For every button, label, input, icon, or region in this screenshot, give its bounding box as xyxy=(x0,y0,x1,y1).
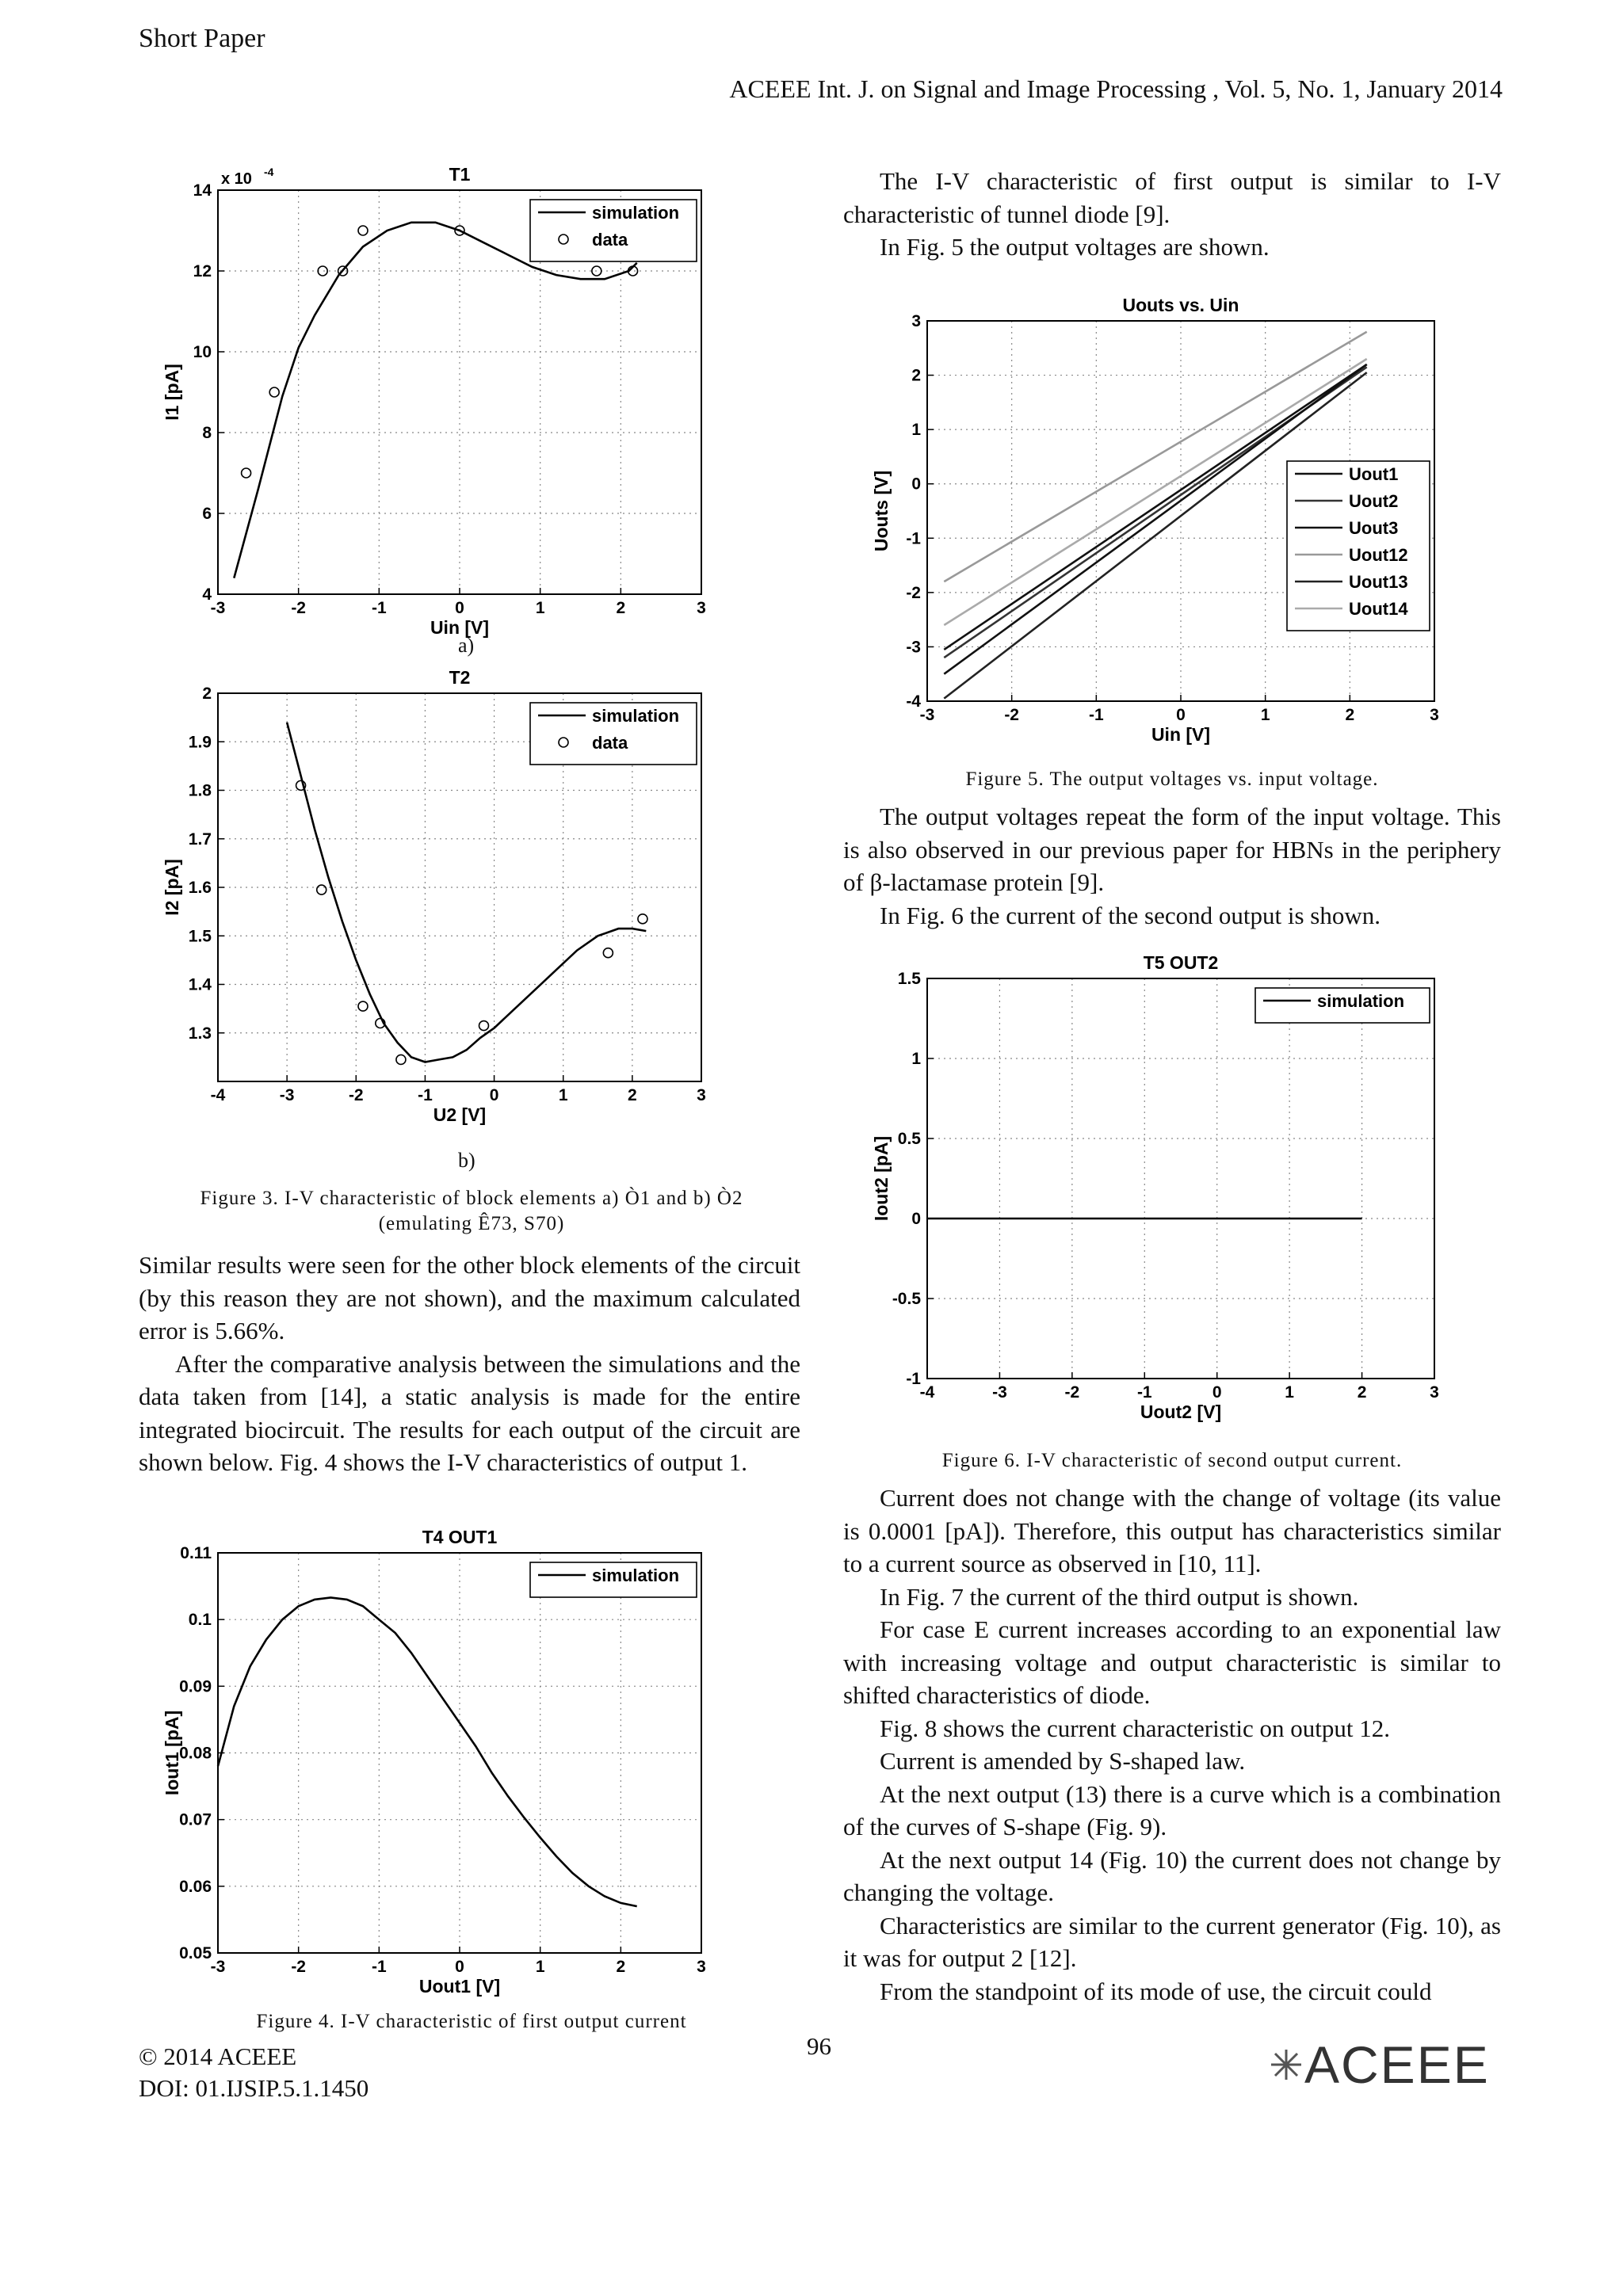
right-column-text-mid xyxy=(843,800,1501,932)
y-tick-label: -1 xyxy=(906,1370,921,1388)
y-tick-label: 1.7 xyxy=(188,830,212,849)
fig4-caption: Figure 4. I-V characteristic of first output current xyxy=(256,2011,687,2032)
paragraph: Similar results were seen for the other block elements of the circuit (by this reason they are not shown), and the maximum calculated error is 5.66%. xyxy=(139,1251,800,1344)
y-tick-label: -4 xyxy=(906,692,921,711)
series-line-simulation xyxy=(218,1597,637,1906)
y-axis-label: I1 [pA] xyxy=(162,364,182,421)
x-tick-label: 3 xyxy=(1430,1383,1439,1402)
x-tick-label: -1 xyxy=(1088,706,1104,724)
data-point xyxy=(242,468,251,478)
x-tick-label: 0 xyxy=(455,599,464,617)
x-tick-label: -2 xyxy=(1064,1383,1080,1402)
y-tick-label: 2 xyxy=(202,685,212,703)
x-tick-label: -3 xyxy=(210,1958,226,1976)
fig3-caption: Figure 3. I-V characteristic of block elements a) Ò1 and b) Ò2 (emulating Ê73, S70) xyxy=(200,1188,743,1234)
chart-title: T4 OUT1 xyxy=(422,1527,498,1547)
legend-entry: Uout3 xyxy=(1349,518,1399,538)
paragraph: Current is amended by S-shaped law. xyxy=(880,1747,1246,1775)
y-tick-label: 0.11 xyxy=(180,1544,212,1562)
series-line-simulation xyxy=(234,223,636,578)
paragraph: The I-V characteristic of first output is similar to I-V characteristic of tunnel diode [9]. xyxy=(843,167,1501,228)
paragraph: In Fig. 6 the current of the second output is shown. xyxy=(880,901,1381,929)
y-tick-label: 0.1 xyxy=(188,1611,212,1630)
x-tick-label: 1 xyxy=(535,1958,545,1976)
paragraph: From the standpoint of its mode of use, the circuit could xyxy=(880,1977,1432,2005)
x-tick-label: 2 xyxy=(628,1086,637,1104)
chart-uouts xyxy=(864,281,1474,757)
footer-doi: DOI: 01.IJSIP.5.1.1450 xyxy=(139,2074,369,2102)
paragraph: Current does not change with the change of voltage (its value is 0.0001 [pA]). Therefore, this output has characteristics similar to a current source as observed in [10, 11]. xyxy=(843,1484,1501,1577)
y-tick-label: -2 xyxy=(906,583,921,602)
x-tick-label: 0 xyxy=(1212,1383,1222,1402)
legend-entry: simulation xyxy=(1317,991,1405,1011)
axis-multiplier-exponent: -4 xyxy=(264,166,274,178)
y-tick-label: -0.5 xyxy=(892,1290,921,1308)
x-tick-label: 2 xyxy=(1357,1383,1367,1402)
paragraph: In Fig. 7 the current of the third output is shown. xyxy=(880,1582,1359,1611)
legend-entry: data xyxy=(592,733,628,753)
x-axis-label: U2 [V] xyxy=(433,1104,487,1125)
chart-title: T2 xyxy=(449,667,471,688)
left-column-text xyxy=(139,1249,800,1479)
x-tick-label: -4 xyxy=(210,1086,226,1104)
x-axis-label: Uin [V] xyxy=(430,617,490,638)
paragraph: The output voltages repeat the form of the input voltage. This is also observed in our previous paper for HBNs in the periphery of β-lactamase protein [9]. xyxy=(843,803,1501,896)
y-axis-label: Iout2 [pA] xyxy=(871,1135,892,1222)
chart-t1 xyxy=(155,162,745,638)
series-line-simulation xyxy=(287,723,646,1062)
y-tick-label: 2 xyxy=(911,366,921,385)
x-axis-label: Uout2 [V] xyxy=(1140,1402,1222,1422)
y-axis-label: I2 [pA] xyxy=(162,859,182,916)
y-tick-label: 1.4 xyxy=(188,975,212,994)
page-number: 96 xyxy=(807,2032,831,2060)
x-axis-label: Uin [V] xyxy=(1151,724,1211,745)
x-tick-label: 1 xyxy=(558,1086,568,1104)
y-tick-label: 0.07 xyxy=(179,1810,212,1829)
y-tick-label: 6 xyxy=(202,505,212,523)
x-tick-label: -2 xyxy=(291,599,307,617)
y-tick-label: 0.08 xyxy=(179,1744,212,1763)
data-point xyxy=(638,914,647,924)
y-tick-label: 1 xyxy=(911,421,921,440)
fig6-caption: Figure 6. I-V characteristic of second output current. xyxy=(941,1450,1403,1471)
data-point xyxy=(317,885,327,894)
y-tick-label: -1 xyxy=(906,529,921,548)
chart-title: T5 OUT2 xyxy=(1143,952,1219,973)
paragraph: After the comparative analysis between the simulations and the data taken from [14], a static analysis is made for the entire integrated biocircuit. The results for each output of the circuit are shown below. Fig. 4 shows the I-V characteristics of output 1. xyxy=(139,1349,800,1476)
legend-entry: Uout1 xyxy=(1349,464,1399,484)
x-axis-label: Uout1 [V] xyxy=(418,1976,501,1997)
paragraph: Characteristics are similar to the current generator (Fig. 10), as it was for output 2 [12]. xyxy=(843,1911,1501,1972)
paragraph: At the next output (13) there is a curve which is a combination of the curves of S-shape (Fig. 9). xyxy=(843,1779,1501,1840)
footer-copyright: © 2014 ACEEE xyxy=(139,2042,297,2070)
y-tick-label: 1 xyxy=(911,1050,921,1068)
right-column-text-bottom xyxy=(843,1482,1501,2008)
y-tick-label: 0 xyxy=(911,475,921,494)
x-tick-label: -1 xyxy=(371,599,387,617)
y-tick-label: 0.06 xyxy=(179,1877,212,1896)
chart-t2 xyxy=(155,662,745,1137)
legend-entry: simulation xyxy=(592,706,680,726)
x-tick-label: 1 xyxy=(535,599,545,617)
legend-entry: simulation xyxy=(592,1566,680,1585)
chart-title: Uouts vs. Uin xyxy=(1122,295,1239,315)
x-tick-label: 3 xyxy=(697,599,706,617)
legend-entry: Uout13 xyxy=(1349,572,1408,592)
aceee-logo xyxy=(1268,2035,1490,2095)
y-tick-label: 1.8 xyxy=(188,781,212,800)
fig3-sublabel-a: a) xyxy=(458,634,475,657)
x-tick-label: 3 xyxy=(697,1958,706,1976)
chart-title: T1 xyxy=(449,164,471,185)
x-tick-label: 1 xyxy=(1260,706,1270,724)
y-tick-label: 8 xyxy=(202,424,212,442)
x-tick-label: -2 xyxy=(1004,706,1020,724)
y-tick-label: 1.6 xyxy=(188,879,212,897)
data-point xyxy=(603,948,613,958)
y-tick-label: -3 xyxy=(906,638,921,657)
x-tick-label: -1 xyxy=(371,1958,387,1976)
y-tick-label: 1.9 xyxy=(188,733,212,752)
running-header-right: ACEEE Int. J. on Signal and Image Processing , Vol. 5, No. 1, January 2014 xyxy=(729,74,1503,103)
legend-entry: simulation xyxy=(592,203,680,223)
data-point xyxy=(396,1055,406,1064)
x-tick-label: 3 xyxy=(1430,706,1439,724)
chart-t5 xyxy=(864,943,1474,1442)
fig5-caption: Figure 5. The output voltages vs. input voltage. xyxy=(965,769,1379,790)
legend-entry: data xyxy=(592,230,628,250)
y-tick-label: 0.09 xyxy=(179,1677,212,1696)
logo-text: ACEEE xyxy=(1304,2035,1490,2094)
y-tick-label: 0 xyxy=(911,1210,921,1228)
legend-entry: Uout2 xyxy=(1349,491,1399,511)
data-point xyxy=(479,1021,489,1031)
data-point xyxy=(358,226,368,235)
paragraph: Fig. 8 shows the current characteristic on output 12. xyxy=(880,1714,1390,1742)
legend-entry: Uout12 xyxy=(1349,545,1408,565)
x-tick-label: 1 xyxy=(1285,1383,1294,1402)
x-tick-label: 0 xyxy=(455,1958,464,1976)
x-tick-label: -3 xyxy=(210,599,226,617)
fig3-sublabel-b: b) xyxy=(458,1149,475,1172)
y-tick-label: 1.3 xyxy=(188,1024,212,1043)
legend-entry: Uout14 xyxy=(1349,599,1408,619)
x-tick-label: 2 xyxy=(1345,706,1355,724)
data-point xyxy=(358,1001,368,1011)
x-tick-label: -4 xyxy=(919,1383,935,1402)
y-tick-label: 1.5 xyxy=(188,927,212,946)
x-tick-label: 0 xyxy=(1176,706,1186,724)
running-header-left: Short Paper xyxy=(139,24,265,53)
chart-t4 xyxy=(155,1513,745,2004)
x-tick-label: -3 xyxy=(919,706,935,724)
y-tick-label: 10 xyxy=(193,343,212,361)
x-tick-label: -2 xyxy=(291,1958,307,1976)
paragraph: At the next output 14 (Fig. 10) the current does not change by changing the voltage. xyxy=(843,1845,1501,1906)
x-tick-label: 0 xyxy=(489,1086,499,1104)
star-logo-icon xyxy=(1268,2046,1304,2083)
plot-frame xyxy=(927,978,1434,1379)
y-axis-label: Uouts [V] xyxy=(871,470,892,552)
x-tick-label: -1 xyxy=(418,1086,433,1104)
x-tick-label: -2 xyxy=(348,1086,364,1104)
x-tick-label: -1 xyxy=(1136,1383,1152,1402)
paragraph: For case E current increases according to an exponential law with increasing voltage and output characteristic is similar to shifted characteristics of diode. xyxy=(843,1615,1501,1709)
y-tick-label: 4 xyxy=(202,585,212,604)
x-tick-label: -3 xyxy=(279,1086,295,1104)
x-tick-label: 3 xyxy=(697,1086,706,1104)
data-point xyxy=(269,387,279,397)
y-tick-label: 1.5 xyxy=(897,970,921,988)
y-tick-label: 0.5 xyxy=(897,1130,921,1148)
x-tick-label: -3 xyxy=(992,1383,1007,1402)
x-tick-label: 2 xyxy=(616,1958,626,1976)
y-tick-label: 3 xyxy=(911,312,921,330)
y-tick-label: 0.05 xyxy=(179,1944,212,1962)
right-column-text-top xyxy=(843,165,1501,264)
x-tick-label: 2 xyxy=(616,599,626,617)
y-axis-label: Iout1 [pA] xyxy=(162,1710,182,1796)
y-tick-label: 14 xyxy=(193,181,212,200)
axis-multiplier: x 10 xyxy=(221,170,252,188)
paragraph: In Fig. 5 the output voltages are shown. xyxy=(880,233,1270,261)
y-tick-label: 12 xyxy=(193,262,212,280)
